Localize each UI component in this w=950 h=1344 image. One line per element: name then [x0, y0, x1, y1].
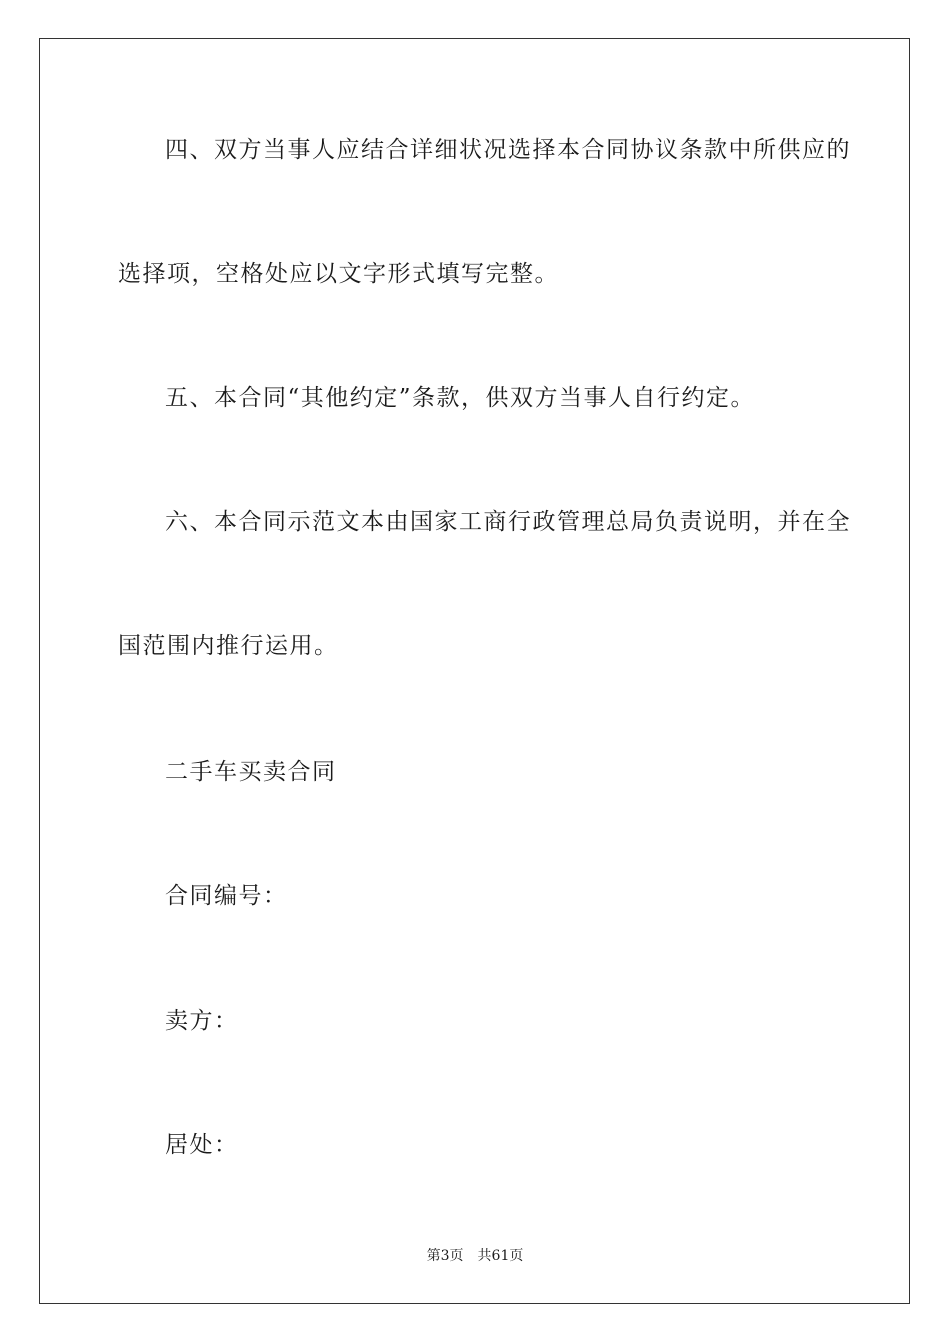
paragraph-five: 五、本合同“其他约定”条款，供双方当事人自行约定。	[165, 385, 756, 411]
total-pages: 共61页	[477, 1248, 524, 1264]
paragraph-six-line-1: 六、本合同示范文本由国家工商行政管理总局负责说明，并在全	[165, 509, 851, 535]
paragraph-six-line-2: 国范围内推行运用。	[118, 633, 339, 659]
paragraph-four-line-1: 四、双方当事人应结合详细状况选择本合同协议条款中所供应的	[165, 137, 851, 163]
seller-label: 卖方：	[165, 1008, 239, 1034]
address-label: 居处：	[165, 1132, 239, 1158]
contract-number-label: 合同编号：	[165, 883, 288, 909]
page-number: 第3页	[426, 1248, 464, 1264]
contract-title: 二手车买卖合同	[165, 759, 337, 785]
page-footer	[0, 1246, 950, 1266]
paragraph-four-line-2: 选择项，空格处应以文字形式填写完整。	[118, 261, 559, 287]
page-frame	[39, 38, 910, 1304]
